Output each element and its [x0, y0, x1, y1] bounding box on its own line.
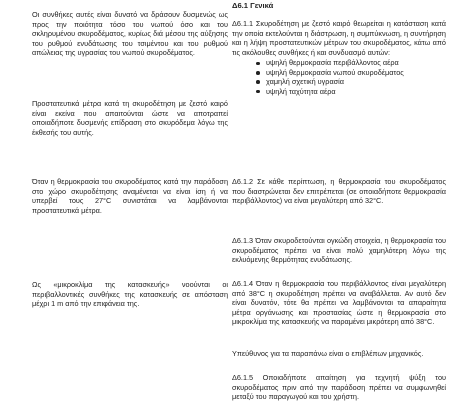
clause-d6-1-5: Δ6.1.5 Οποιαδήποτε απαίτηση για τεχνητή ψύξη του σκυροδέματος πριν από την παράδοση πρέπει να συμφωνηθεί μεταξύ του παραγωγού και του χρήστη. — [232, 373, 446, 402]
clause-d6-1-2: Δ6.1.2 Σε κάθε περίπτωση, η θερμοκρασία του σκυροδέματος που διαστρώνεται δεν επιτρέπεται (σε οποιαδήποτε θερμοκρασία περιβάλλοντος) να είναι μεγαλύτερη από 32°C. — [232, 177, 446, 206]
left-paragraph-conditions: Οι συνθήκες αυτές είναι δυνατό να δράσουν δυσμενώς ως προς την ποιότητα τόσο του νωπού όσο και του σκληρυμένου σκυροδέματος, κυρίως διά μέσου της αύξησης του ρυθμού ενυδάτωσης του τσιμέντου και του ρυθμού απώλειας της υγρασίας του νωπού σκυροδέματος. — [32, 10, 228, 58]
left-paragraph-protective-measures: Προστατευτικά μέτρα κατά τη σκυροδέτηση με ζεστό καιρό είναι εκείνα που απαιτούνται ώστε να αποτραπεί οποιαδήποτε δυσμενής επίδραση στο σκυρόδεμα λόγω της έκθεσής του αυτής. — [32, 99, 228, 137]
clause-responsibility: Υπεύθυνος για τα παραπάνω είναι ο επιβλέπων μηχανικός. — [232, 349, 424, 358]
left-paragraph-microclimate: Ως «μικροκλίμα της κατασκευής» νοούνται οι περιβαλλοντικές συνθήκες της κατασκευής σε απόσταση μέχρι 1 m από την επιφάνεια της. — [32, 280, 228, 309]
clause-d6-1-3: Δ6.1.3 Όταν σκυροδετούνται ογκώδη στοιχεία, η θερμοκρασία του σκυροδέματος πρέπει να είναι πολύ χαμηλότερη λόγω της εκλυόμενης θερμότητας ενυδάτωσης. — [232, 236, 446, 265]
list-item: υψηλή θερμοκρασία περιβάλλοντος αέρα — [266, 58, 446, 67]
list-item: υψηλή ταχύτητα αέρα — [266, 87, 446, 96]
clause-d6-1-4: Δ6.1.4 Όταν η θερμοκρασία του περιβάλλοντος είναι μεγαλύτερη από 38°C η σκυροδέτηση πρέπει να αναβάλλεται. Αν αυτό δεν είναι δυνατόν, τότε θα πρέπει να λαμβάνονται τα απαραίτητα μέτρα οργάνωσης και προστασίας ώστε η θερμοκρασία στο μικροκλίμα της κατασκευής να παραμένει μικρότερη από 38°C. — [232, 279, 446, 327]
section-heading: Δ6.1 Γενικά — [232, 1, 274, 10]
clause-d6-1-1-text: Δ6.1.1 Σκυροδέτηση με ζεστό καιρό θεωρείται η κατάσταση κατά την οποία εκτελούνται η διάστρωση, η συμπύκνωση, η συντήρηση και η λήψη προστατευτικών μέτρων του σκυροδέματος, κάτω από τις ακόλουθες συνθήκες ή και συνδυασμό αυτών: — [232, 19, 446, 57]
left-paragraph-delivery-temperature: Όταν η θερμοκρασία του σκυροδέματος κατά την παράδοση στο χώρο σκυροδέτησης αναμένεται να είναι ίση ή να υπερβεί τους 27°C συνιστάται να λαμβάνονται προστατευτικά μέτρα. — [32, 177, 228, 215]
conditions-list — [232, 58, 446, 96]
clause-d6-1-1 — [232, 19, 446, 96]
list-item: χαμηλή σχετική υγρασία — [266, 77, 446, 86]
list-item: υψηλή θερμοκρασία νωπού σκυροδέματος — [266, 68, 446, 77]
